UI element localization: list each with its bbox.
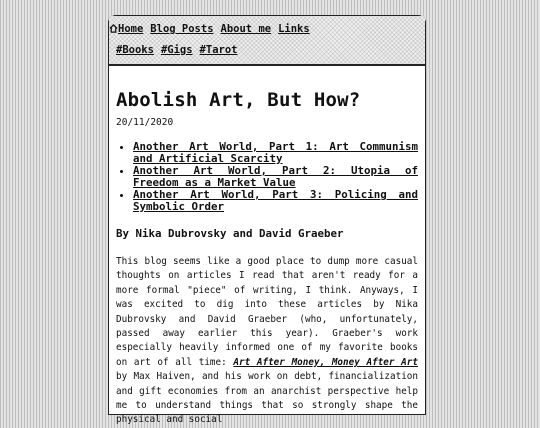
body-text-continued: by Max Haiven, and his work on debt, financialization and gift economies from an anarchist perspective help me to understand things that so strongly shape the physical and social: [116, 371, 418, 426]
article-link-part-1[interactable]: Another Art World, Part 1: Art Communism and Artificial Scarcity: [133, 140, 418, 165]
tag-gigs-link[interactable]: #Gigs: [160, 44, 193, 56]
main-nav: [109, 23, 317, 35]
post-title: Abolish Art, But How?: [116, 89, 361, 111]
home-icon: [109, 24, 118, 33]
list-item: [133, 189, 418, 213]
book-link[interactable]: Art After Money, Money After Art: [233, 356, 418, 368]
body-text-intro: This blog seems like a good place to dump more casual thoughts on articles I read that aren't ready for a more formal "piece" of writing, I think. Anyways, I was excited to dig into these articles by Nika Dubrovsky and David Graeber (who, unfortunately, passed away earlier this year). Graeber's work especially heavily informed one of my favorite books on art of all time:: [116, 256, 418, 368]
post-content: [109, 66, 425, 428]
post-date: 20/11/2020: [116, 117, 174, 128]
nav-home-label: Home: [118, 23, 144, 35]
site-header: [109, 16, 425, 66]
article-list: [116, 141, 418, 213]
list-item: [133, 165, 418, 189]
article-link-part-2[interactable]: Another Art World, Part 2: Utopia of Freedom as a Market Value: [133, 164, 418, 189]
nav-blog-posts-link[interactable]: Blog Posts: [150, 23, 214, 35]
nav-home-link[interactable]: [109, 23, 143, 35]
nav-links-link[interactable]: Links: [278, 23, 310, 35]
nav-about-link[interactable]: About me: [220, 23, 272, 35]
tag-nav: [116, 44, 244, 56]
tag-tarot-link[interactable]: #Tarot: [199, 44, 238, 56]
list-item: [133, 141, 418, 165]
article-link-part-3[interactable]: Another Art World, Part 3: Policing and Symbolic Order: [133, 188, 418, 213]
page-card: [108, 15, 426, 426]
post-body: [116, 255, 418, 428]
post-byline: By Nika Dubrovsky and David Graeber: [116, 227, 344, 240]
tag-books-link[interactable]: #Books: [116, 44, 154, 56]
